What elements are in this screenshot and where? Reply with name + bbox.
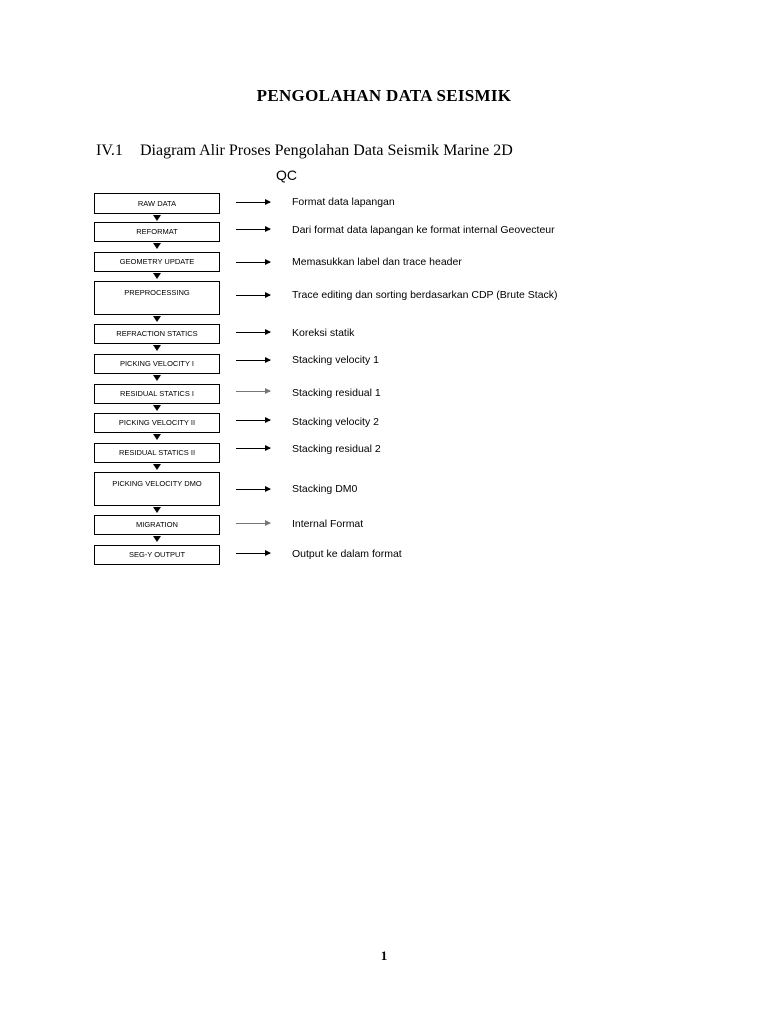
flow-step-geometry-update [94,252,220,272]
down-arrow-icon [153,434,161,440]
flow-step-note: Dari format data lapangan ke format internal Geovecteur [292,224,555,236]
right-arrow-icon [236,332,270,333]
flow-step-seg-y-output [94,545,220,565]
flow-step-note: Stacking residual 2 [292,443,381,455]
flow-step-residual-statics-1 [94,384,220,404]
right-arrow-icon [236,489,270,490]
flow-step-note: Format data lapangan [292,196,395,208]
down-arrow-icon [153,243,161,249]
down-arrow-icon [153,375,161,381]
flow-step-label: RAW DATA [137,198,177,208]
flow-step-picking-velocity-2 [94,413,220,433]
flow-step-refraction-statics [94,324,220,344]
flow-step-label: REFORMAT [136,227,178,237]
right-arrow-icon [236,360,270,361]
flow-step-picking-velocity-1 [94,354,220,374]
flow-step-label: SEG-Y OUTPUT [128,550,186,560]
page-number: 1 [380,948,388,963]
flow-step-reformat [94,222,220,242]
flow-step-raw-data [94,193,220,214]
flow-step-picking-velocity-dmo [94,472,220,506]
down-arrow-icon [153,215,161,221]
flow-step-note: Memasukkan label dan trace header [292,256,462,268]
flow-step-label: PICKING VELOCITY II [118,418,196,428]
right-arrow-icon [236,448,270,449]
flow-step-label: PICKING VELOCITY I [119,359,195,369]
down-arrow-icon [153,507,161,513]
right-arrow-icon [236,229,270,230]
flow-step-note: Stacking velocity 1 [292,354,379,366]
right-arrow-icon [236,262,270,263]
flow-step-label: PREPROCESSING [124,288,190,297]
flow-step-preprocessing [94,281,220,315]
down-arrow-icon [153,316,161,322]
flow-step-label: REFRACTION STATICS [116,329,198,339]
flow-step-label: RESIDUAL STATICS II [118,448,196,458]
flow-step-residual-statics-2 [94,443,220,463]
down-arrow-icon [153,345,161,351]
section-title: Diagram Alir Proses Pengolahan Data Seismik Marine 2D [140,142,513,159]
flow-step-label: RESIDUAL STATICS I [119,389,195,399]
flow-step-note: Stacking velocity 2 [292,416,379,428]
down-arrow-icon [153,536,161,542]
flow-step-note: Trace editing dan sorting berdasarkan CDP (Brute Stack) [292,289,558,301]
right-arrow-icon [236,420,270,421]
flow-step-note: Koreksi statik [292,327,355,339]
right-arrow-icon [236,295,270,296]
down-arrow-icon [153,464,161,470]
section-number: IV.1 [96,142,123,159]
flow-step-note: Output ke dalam format [292,548,402,560]
flow-step-migration [94,515,220,535]
right-arrow-icon [236,202,270,203]
flow-step-label: GEOMETRY UPDATE [119,257,195,267]
flow-step-label: MIGRATION [136,520,178,530]
down-arrow-icon [153,273,161,279]
down-arrow-icon [153,405,161,411]
right-arrow-icon [236,523,270,524]
flow-step-note: Internal Format [292,518,364,530]
flow-step-note: Stacking DM0 [292,483,358,495]
qc-label: QC [276,167,297,183]
right-arrow-icon [236,553,270,554]
flow-step-label: PICKING VELOCITY DMO [112,479,202,488]
right-arrow-icon [236,391,270,392]
page-title: PENGOLAHAN DATA SEISMIK [256,86,512,105]
flow-step-note: Stacking residual 1 [292,387,381,399]
